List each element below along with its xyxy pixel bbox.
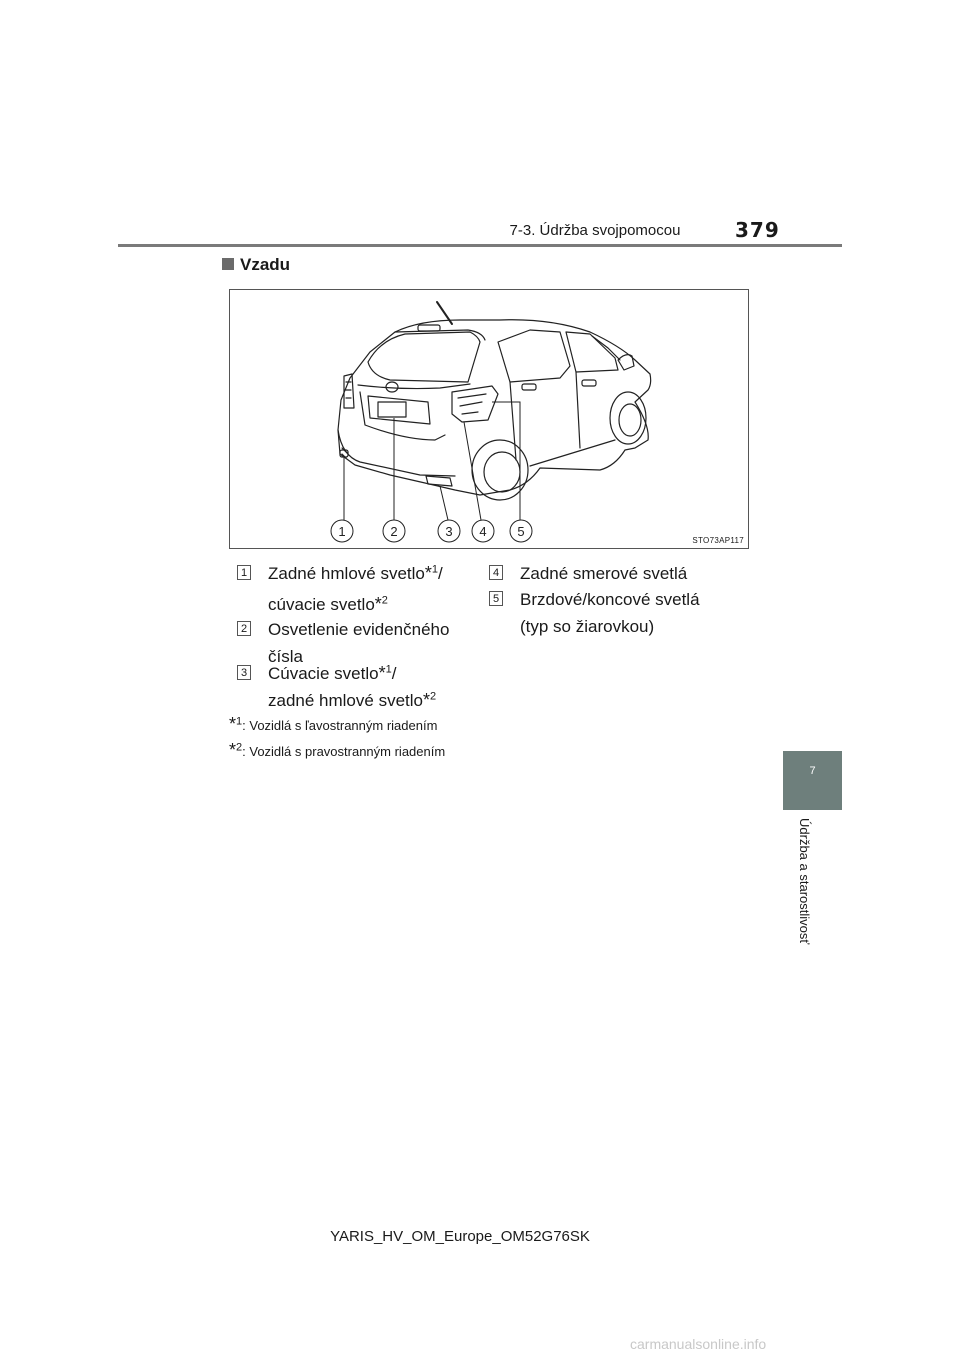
footnote-1: *$^1$: Vozidlá s ľavostranným riadením	[229, 714, 438, 734]
callout-3: 3	[445, 524, 453, 539]
callout-1: 1	[338, 524, 346, 539]
page-number: 379	[735, 218, 780, 242]
watermark: carmanualsonline.info	[630, 1336, 767, 1352]
legend-number-5: 5	[489, 591, 503, 606]
legend-item-3: 3 Cúvacie svetlo*$^1$/ zadné hmlové svetlo*$^2$	[237, 660, 477, 714]
square-bullet-icon	[222, 258, 234, 270]
legend-number-4: 4	[489, 565, 503, 580]
callout-4: 4	[479, 524, 487, 539]
callout-5: 5	[517, 524, 525, 539]
chapter-label: Údržba a starostlivosť	[797, 818, 812, 945]
header-rule	[118, 244, 842, 247]
legend-item-5: 5 Brzdové/koncové svetlá (typ so žiarovkou)	[489, 586, 729, 640]
legend-number-2: 2	[237, 621, 251, 636]
legend-number-3: 3	[237, 665, 251, 680]
legend-item-4: 4 Zadné smerové svetlá	[489, 560, 729, 587]
running-header-title: 7-3. Údržba svojpomocou	[509, 222, 681, 239]
footnote-2: *$^2$: Vozidlá s pravostranným riadením	[229, 740, 446, 760]
section-heading-text: Vzadu	[240, 255, 291, 274]
car-rear-illustration	[230, 290, 748, 548]
car-rear-figure	[229, 289, 749, 549]
figure-code: STO73AP117	[692, 536, 744, 545]
chapter-tab: 7	[783, 751, 842, 810]
legend-number-1: 1	[237, 565, 251, 580]
legend-item-2: 2 Osvetlenie evidenčného čísla	[237, 616, 477, 670]
section-heading	[222, 255, 290, 275]
legend-item-1: 1 Zadné hmlové svetlo*$^1$/ cúvacie svetlo*$^2$	[237, 560, 477, 618]
callout-2: 2	[390, 524, 398, 539]
document-id: YARIS_HV_OM_Europe_OM52G76SK	[330, 1228, 590, 1245]
